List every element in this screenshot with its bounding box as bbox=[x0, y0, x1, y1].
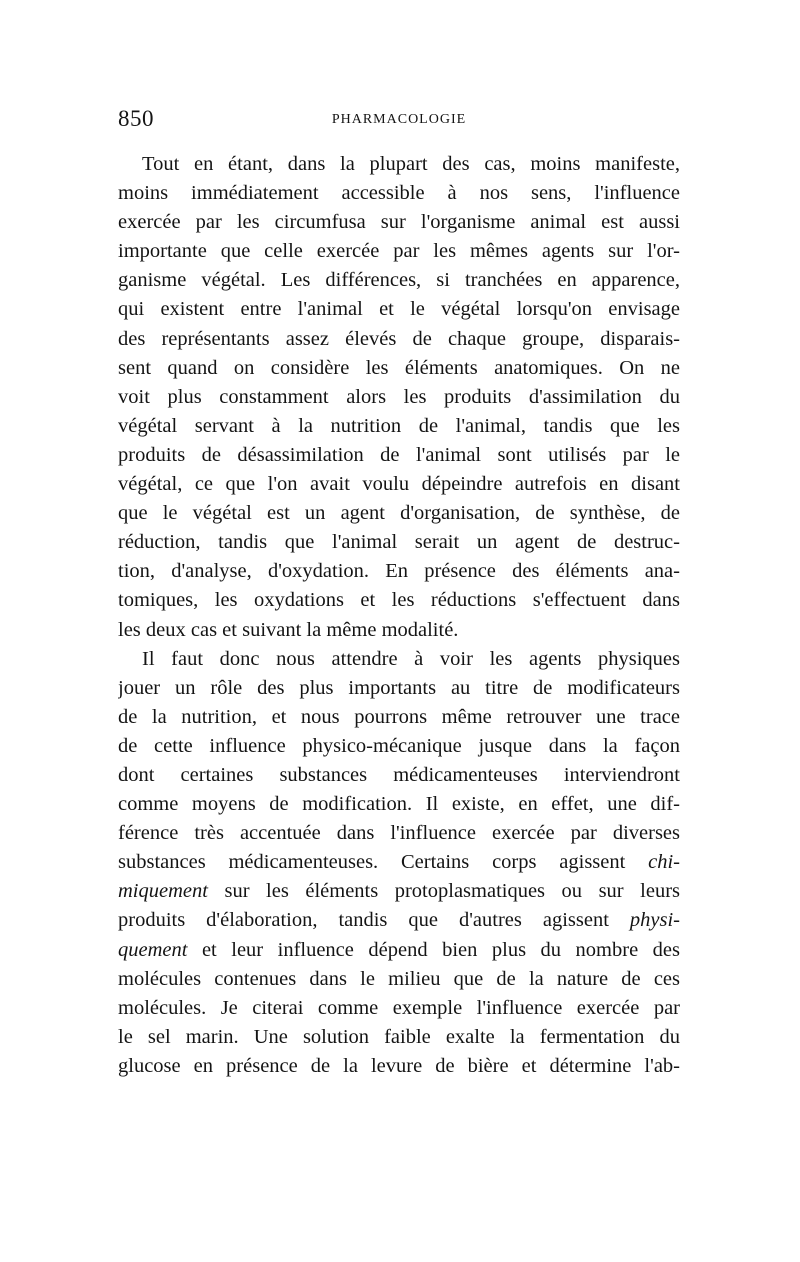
text-line: tion, d'analyse, d'oxydation. En présence des éléments ana- bbox=[118, 560, 680, 583]
text-line: Tout en étant, dans la plupart des cas, moins manifeste, bbox=[142, 153, 680, 175]
body-text bbox=[118, 150, 680, 1081]
text-line: glucose en présence de la levure de bière et détermine l'ab- bbox=[118, 1054, 680, 1077]
running-title: PHARMACOLOGIE bbox=[331, 112, 467, 127]
text-line bbox=[118, 848, 680, 877]
text-line: tomiques, les oxydations et les réductions s'effectuent dans bbox=[118, 589, 680, 612]
text-line: molécules. Je citerai comme exemple l'influence exercée par bbox=[118, 996, 680, 1019]
text-line: voit plus constamment alors les produits d'assimilation du bbox=[118, 385, 680, 408]
text-line: comme moyens de modification. Il existe, en effet, une dif- bbox=[118, 793, 680, 816]
text-line bbox=[118, 877, 680, 906]
text-line: végétal servant à la nutrition de l'animal, tandis que les bbox=[118, 414, 680, 437]
text-line: de cette influence physico-mécanique jusque dans la façon bbox=[118, 734, 680, 757]
italic-word: chi- bbox=[648, 851, 680, 874]
text-line: les deux cas et suivant la même modalité. bbox=[118, 618, 459, 641]
italic-word: physi- bbox=[629, 909, 680, 932]
text-line: le sel marin. Une solution faible exalte la fermentation du bbox=[118, 1025, 680, 1048]
text-segment: et leur influence dépend bien plus du nombre des bbox=[201, 938, 680, 961]
italic-word: miquement bbox=[118, 880, 208, 903]
text-line bbox=[118, 936, 680, 965]
text-line: exercée par les circumfusa sur l'organisme animal est aussi bbox=[118, 211, 680, 234]
text-segment: substances médicamenteuses. Certains corps agissent bbox=[118, 851, 626, 874]
text-line: Il faut donc nous attendre à voir les agents physiques bbox=[142, 647, 680, 670]
text-line bbox=[118, 906, 680, 935]
text-line: molécules contenues dans le milieu que de la nature de ces bbox=[118, 967, 680, 990]
italic-word: quement bbox=[118, 938, 188, 961]
page-header bbox=[118, 106, 680, 136]
text-line: que le végétal est un agent d'organisation, de synthèse, de bbox=[118, 502, 680, 525]
text-line: férence très accentuée dans l'influence exercée par diverses bbox=[118, 822, 680, 845]
text-line: ganisme végétal. Les différences, si tranchées en apparence, bbox=[118, 269, 680, 292]
page-number: 850 bbox=[118, 106, 154, 131]
text-line: jouer un rôle des plus importants au titre de modificateurs bbox=[118, 676, 680, 699]
text-line: des représentants assez élevés de chaque groupe, disparais- bbox=[118, 327, 680, 350]
text-line: de la nutrition, et nous pourrons même retrouver une trace bbox=[118, 705, 680, 728]
text-line: végétal, ce que l'on avait voulu dépeindre autrefois en disant bbox=[118, 473, 680, 496]
text-line: importante que celle exercée par les mêmes agents sur l'or- bbox=[118, 240, 680, 263]
text-line: produits de désassimilation de l'animal sont utilisés par le bbox=[118, 443, 680, 466]
text-line: réduction, tandis que l'animal serait un agent de destruc- bbox=[118, 531, 680, 554]
text-line: sent quand on considère les éléments anatomiques. On ne bbox=[118, 356, 680, 379]
text-segment: produits d'élaboration, tandis que d'autres agissent bbox=[118, 909, 609, 932]
text-line: qui existent entre l'animal et le végétal lorsqu'on envisage bbox=[118, 298, 680, 321]
text-line: moins immédiatement accessible à nos sens, l'influence bbox=[118, 182, 680, 205]
text-segment: sur les éléments protoplasmatiques ou sur leurs bbox=[224, 880, 680, 903]
text-line: dont certaines substances médicamenteuses interviendront bbox=[118, 763, 680, 786]
